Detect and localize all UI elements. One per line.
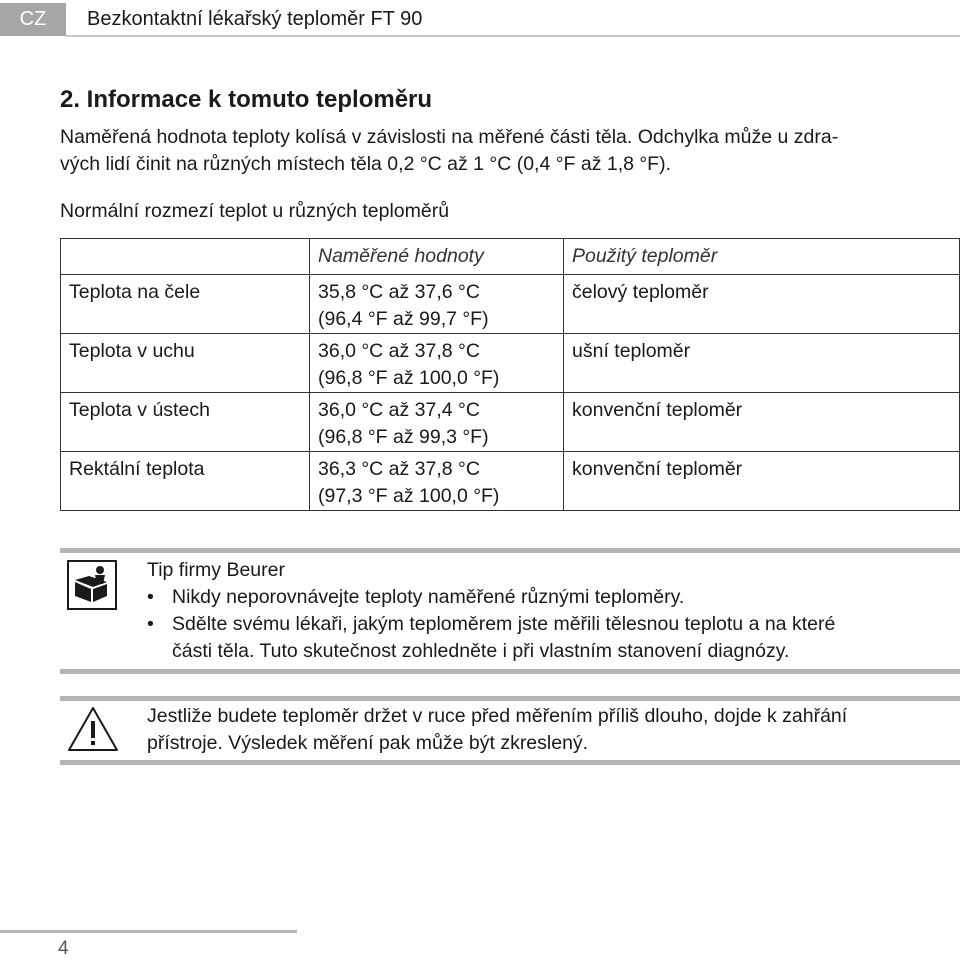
section-heading: 2. Informace k tomuto teploměru [60, 86, 433, 113]
tip-item [147, 584, 957, 611]
tip-list [147, 584, 957, 665]
warning-bottom-rule [60, 760, 960, 765]
table-header-row [61, 239, 960, 275]
tip-item-text: Sdělte svému lékaři, jakým teploměrem jste měřili tělesnou teplotu a na které [172, 613, 836, 635]
warning-top-rule [60, 696, 960, 701]
manual-reading-icon [67, 560, 117, 610]
cell-range: 36,3 °C až 37,8 °C (97,3 °F až 100,0 °F) [310, 452, 564, 511]
intro-paragraph [60, 124, 960, 178]
document-title: Bezkontaktní lékařský teploměr FT 90 [87, 8, 423, 30]
tip-title: Tip firmy Beurer [147, 559, 285, 581]
tip-item-text: Nikdy neporovnávejte teploty naměřené různými teploměry. [172, 586, 685, 608]
language-tab: CZ [0, 3, 66, 36]
header-measured-values: Naměřené hodnoty [310, 239, 564, 275]
header-thermometer-used: Použitý teploměr [564, 239, 960, 275]
bullet: • [147, 586, 154, 608]
cell-range: 36,0 °C až 37,4 °C (96,8 °F až 99,3 °F) [310, 393, 564, 452]
cell-site: Teplota v uchu [61, 334, 310, 393]
cell-range: 35,8 °C až 37,6 °C (96,4 °F až 99,7 °F) [310, 275, 564, 334]
table-row [61, 452, 960, 511]
cell-site: Teplota na čele [61, 275, 310, 334]
intro-line: Naměřená hodnota teploty kolísá v závislosti na měřené části těla. Odchylka může u zdra- [60, 126, 839, 148]
cell-device: konvenční teploměr [564, 452, 960, 511]
cell-site: Teplota v ústech [61, 393, 310, 452]
table-row [61, 334, 960, 393]
cell-device: konvenční teploměr [564, 393, 960, 452]
tip-item [147, 611, 957, 665]
tip-bottom-rule [60, 669, 960, 674]
table-caption: Normální rozmezí teplot u různých teploměrů [60, 200, 450, 222]
header-site [61, 239, 310, 275]
cell-device: ušní teploměr [564, 334, 960, 393]
table-row [61, 275, 960, 334]
header-divider [66, 35, 960, 37]
intro-line: vých lidí činit na různých místech těla 0,2 °C až 1 °C (0,4 °F až 1,8 °F). [60, 153, 672, 175]
tip-content [147, 557, 957, 665]
tip-item-text: části těla. Tuto skutečnost zohledněte i při vlastním stanovení diagnózy. [172, 640, 790, 662]
tip-top-rule [60, 548, 960, 553]
warning-text [147, 703, 957, 757]
footer-rule [0, 930, 297, 933]
cell-site: Rektální teplota [61, 452, 310, 511]
warning-triangle-icon [67, 706, 119, 752]
cell-range: 36,0 °C až 37,8 °C (96,8 °F až 100,0 °F) [310, 334, 564, 393]
temperature-ranges-table [60, 238, 960, 511]
bullet: • [147, 613, 154, 635]
warning-line: přístroje. Výsledek měření pak může být zkreslený. [147, 732, 589, 754]
table-row [61, 393, 960, 452]
cell-device: čelový teploměr [564, 275, 960, 334]
warning-line: Jestliže budete teploměr držet v ruce před měřením příliš dlouho, dojde k zahřání [147, 705, 848, 727]
page-number: 4 [58, 938, 69, 959]
